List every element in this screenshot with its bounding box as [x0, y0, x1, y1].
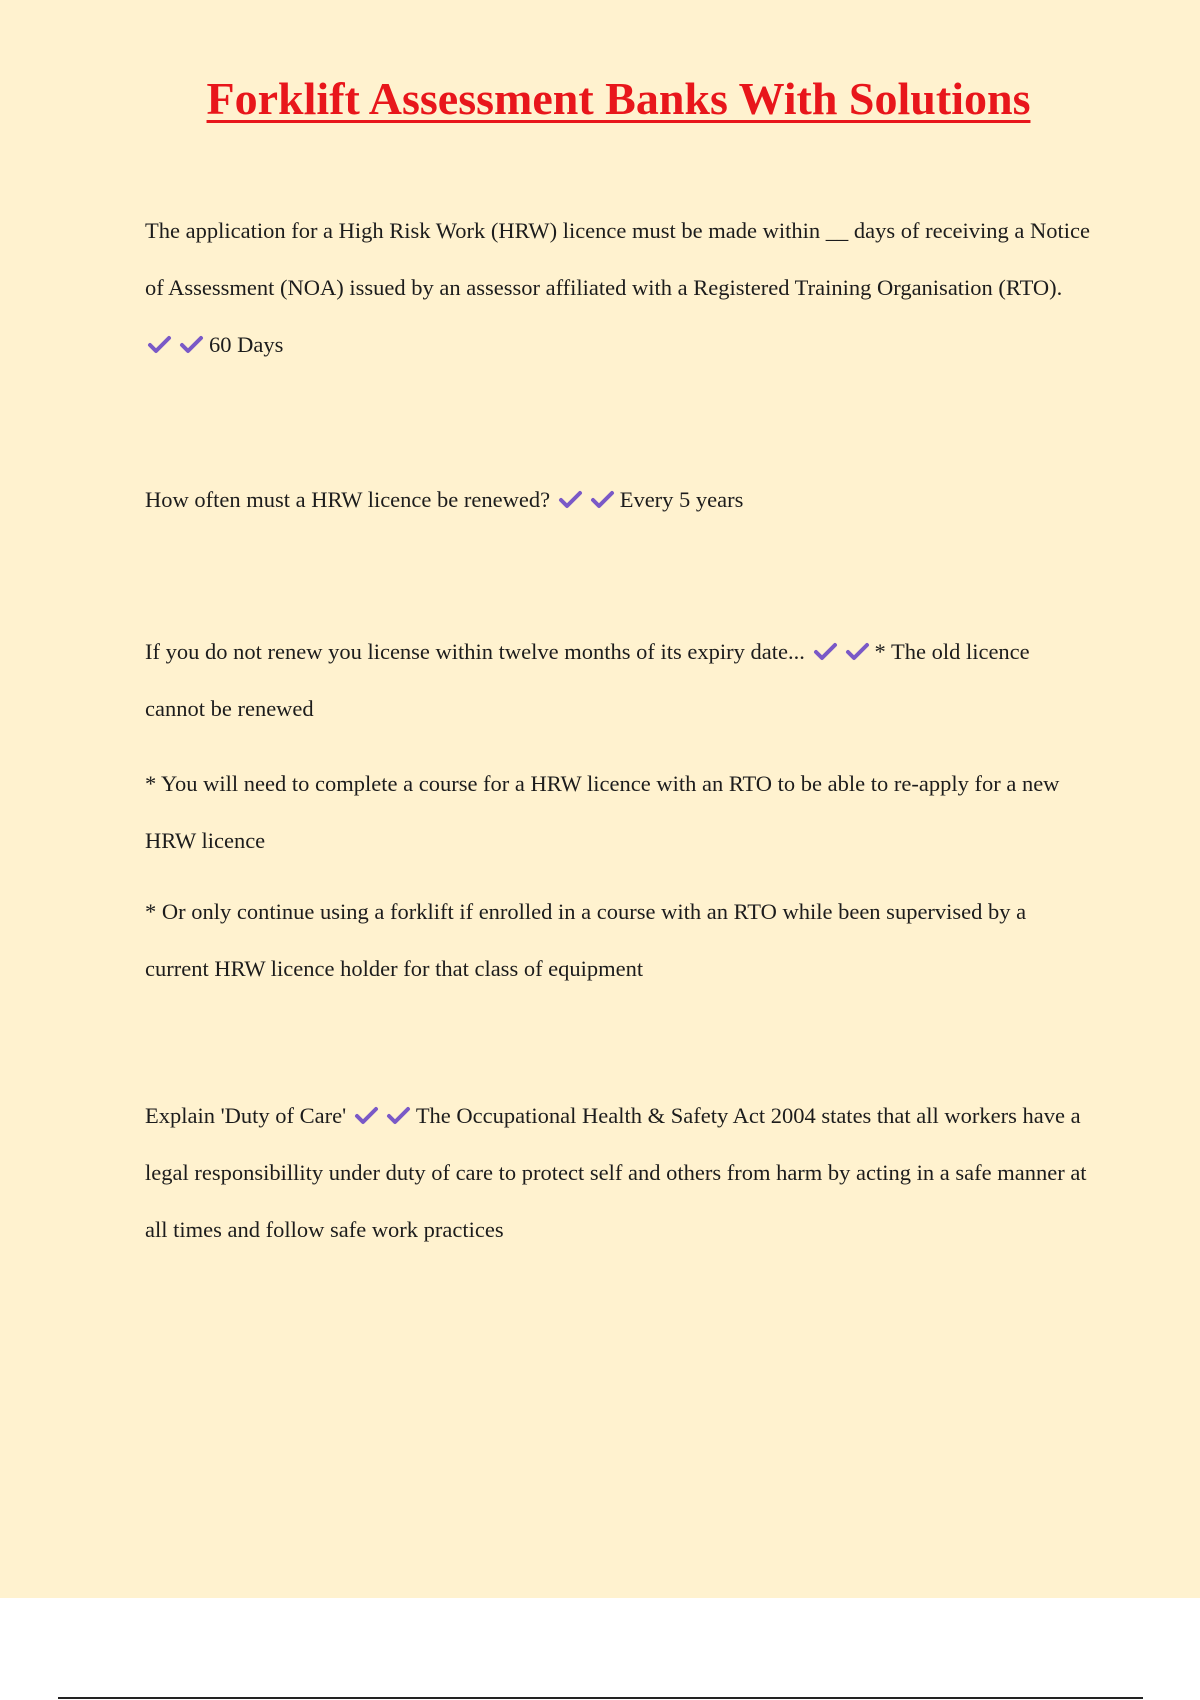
document-title: Forklift Assessment Banks With Solutions: [206, 73, 1031, 124]
answer-bullet: * Or only continue using a forklift if enrolled in a course with an RTO while been supervised by a current HRW licence holder for that class of equipment: [145, 899, 1027, 981]
question-text: The application for a High Risk Work (HRW) licence must be made within __ days of receiving a Notice of Assessment (NOA) issued by an assessor affiliated with a Registered Training Organisation (RTO).: [145, 218, 1091, 300]
qa-item-2: [145, 471, 1095, 528]
qa-item-3: [145, 623, 1095, 737]
check-icon: [386, 1106, 412, 1126]
footer-divider: [58, 1697, 1143, 1699]
check-icon: [179, 335, 205, 355]
answer-text: The Occupational Health & Safety Act 2004 states that all workers have a legal responsibillity under duty of care to protect self and others from harm by acting in a safe manner at all times and follow safe work practices: [145, 1103, 1087, 1242]
qa-item-1: [145, 202, 1095, 373]
question-text: How often must a HRW licence be renewed?: [145, 487, 551, 512]
check-icon: [590, 490, 616, 510]
question-text: Explain 'Duty of Care': [145, 1103, 347, 1128]
answer-text: * The old licence cannot be renewed: [145, 639, 1030, 721]
qa-item-4: [145, 1087, 1095, 1258]
answer-text: 60 Days: [209, 332, 284, 357]
question-text: If you do not renew you license within twelve months of its expiry date...: [145, 639, 805, 664]
answer-bullet: * You will need to complete a course for a HRW licence with an RTO to be able to re-apply for a new HRW licence: [145, 771, 1060, 853]
check-icon: [813, 642, 839, 662]
check-icon: [354, 1106, 380, 1126]
check-icon: [147, 335, 173, 355]
check-icon: [845, 642, 871, 662]
check-icon: [558, 490, 584, 510]
answer-text: Every 5 years: [619, 487, 744, 512]
